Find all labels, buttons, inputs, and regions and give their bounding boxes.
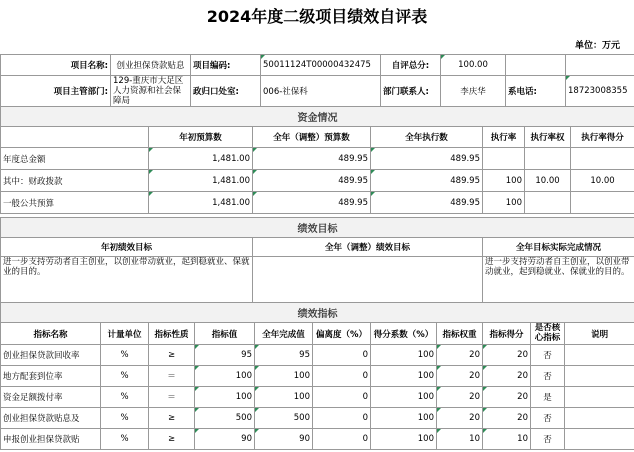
indicator-cell: 否 xyxy=(531,429,565,450)
indicator-cell: 0 xyxy=(313,408,371,429)
indicator-header-cell: 得分系数（%） xyxy=(371,323,437,345)
indicator-cell: 20 xyxy=(483,366,531,387)
indicator-cell: 100 xyxy=(371,366,437,387)
indicator-cell: ≥ xyxy=(149,345,195,366)
funds-cell: 489.95 xyxy=(253,148,371,170)
indicator-cell: 100 xyxy=(195,387,255,408)
indicator-header-cell: 指标性质 xyxy=(149,323,195,345)
project-code-value: 50011124T00000432475 xyxy=(261,55,381,76)
funds-table xyxy=(0,106,634,214)
empty-cell xyxy=(506,55,566,76)
funds-cell: 1,481.00 xyxy=(149,192,253,214)
indicator-header-cell: 指标值 xyxy=(195,323,255,345)
indicator-cell: 否 xyxy=(531,408,565,429)
indicator-cell: 0 xyxy=(313,387,371,408)
office-label: 政归口处室: xyxy=(191,76,261,107)
indicator-cell: 20 xyxy=(483,387,531,408)
indicator-cell: ≥ xyxy=(149,408,195,429)
indicator-cell: ＝ xyxy=(149,387,195,408)
funds-cell: 489.95 xyxy=(253,170,371,192)
indicator-header-cell: 指标得分 xyxy=(483,323,531,345)
funds-header-cell: 全年（调整）预算数 xyxy=(253,127,371,148)
indicator-row xyxy=(1,387,634,408)
funds-cell: 489.95 xyxy=(371,170,483,192)
funds-header-cell: 年初预算数 xyxy=(149,127,253,148)
funds-header-cell: 执行率得分 xyxy=(571,127,634,148)
self-score-value: 100.00 xyxy=(441,55,506,76)
indicator-cell: 90 xyxy=(255,429,313,450)
funds-cell: 489.95 xyxy=(253,192,371,214)
indicator-cell: 是 xyxy=(531,387,565,408)
funds-cell: 10.00 xyxy=(525,170,571,192)
funds-cell: 一般公共预算 xyxy=(1,192,149,214)
indicator-cell: 90 xyxy=(195,429,255,450)
project-name-value: 创业担保贷款贴息 xyxy=(111,55,191,76)
funds-cell: 1,481.00 xyxy=(149,148,253,170)
goal-actual-text: 进一步支持劳动者自主创业，以创业带动就业，起到稳就业、保就业的目的。 xyxy=(483,257,634,303)
funds-cell: 489.95 xyxy=(371,192,483,214)
goal-header-initial: 年初绩效目标 xyxy=(1,238,253,257)
phone-label: 系电话: xyxy=(506,76,566,107)
self-score-label: 自评总分: xyxy=(381,55,441,76)
indicator-cell: 10 xyxy=(437,429,483,450)
page-title: 2024年度二级项目绩效自评表 xyxy=(206,7,428,26)
funds-header-cell: 执行率权 xyxy=(525,127,571,148)
indicator-cell: 20 xyxy=(437,345,483,366)
goal-adjusted-text xyxy=(253,257,483,303)
indicator-cell: 地方配套到位率 xyxy=(1,366,101,387)
indicator-header-cell: 全年完成值 xyxy=(255,323,313,345)
project-name-label: 项目名称: xyxy=(1,55,111,76)
indicator-header-cell: 是否核心指标 xyxy=(531,323,565,345)
funds-cell: 其中：财政拨款 xyxy=(1,170,149,192)
funds-cell: 100 xyxy=(483,170,525,192)
indicator-cell: 否 xyxy=(531,345,565,366)
funds-row xyxy=(1,170,634,192)
indicator-cell: % xyxy=(101,387,149,408)
goals-table xyxy=(0,217,634,303)
indicator-cell: % xyxy=(101,429,149,450)
indicator-cell: 100 xyxy=(371,429,437,450)
indicator-row xyxy=(1,366,634,387)
indicator-cell: 100 xyxy=(371,345,437,366)
indicator-cell: 0 xyxy=(313,429,371,450)
project-info-table xyxy=(0,54,634,107)
indicator-cell: 95 xyxy=(255,345,313,366)
indicator-cell xyxy=(565,387,634,408)
office-value: 006-社保科 xyxy=(261,76,381,107)
goal-initial-text: 进一步支持劳动者自主创业，以创业带动就业，起到稳就业、保就业的目的。 xyxy=(1,257,253,303)
indicator-cell: 20 xyxy=(437,387,483,408)
indicator-cell: 创业担保贷款贴息及 xyxy=(1,408,101,429)
indicator-cell: 100 xyxy=(371,387,437,408)
indicator-cell: 100 xyxy=(255,366,313,387)
funds-cell xyxy=(571,148,634,170)
indicator-cell: 20 xyxy=(437,408,483,429)
dept-label: 项目主管部门: xyxy=(1,76,111,107)
goal-header-actual: 全年目标实际完成情况 xyxy=(483,238,634,257)
indicator-cell: 创业担保贷款回收率 xyxy=(1,345,101,366)
dept-value: 129-重庆市大足区人力资源和社会保障局 xyxy=(111,76,191,107)
indicator-cell xyxy=(565,408,634,429)
funds-header-cell: 全年执行数 xyxy=(371,127,483,148)
indicator-cell: 0 xyxy=(313,345,371,366)
funds-row xyxy=(1,148,634,170)
indicator-cell: 500 xyxy=(255,408,313,429)
indicator-cell: 申报创业担保贷款贴 xyxy=(1,429,101,450)
funds-cell xyxy=(483,148,525,170)
indicator-header-cell: 计量单位 xyxy=(101,323,149,345)
funds-cell: 100 xyxy=(483,192,525,214)
goals-section-title: 绩效目标 xyxy=(1,218,634,238)
indicator-cell: % xyxy=(101,408,149,429)
indicator-cell: 20 xyxy=(437,366,483,387)
indicator-cell xyxy=(565,345,634,366)
indicator-header-cell: 偏离度（%） xyxy=(313,323,371,345)
indicator-row xyxy=(1,408,634,429)
indicator-cell: % xyxy=(101,345,149,366)
indicator-cell: 20 xyxy=(483,345,531,366)
unit-label: 单位：万元 xyxy=(574,41,620,51)
funds-cell: 10.00 xyxy=(571,170,634,192)
indicator-cell: ≥ xyxy=(149,429,195,450)
indicator-cell: 100 xyxy=(371,408,437,429)
indicator-cell xyxy=(565,429,634,450)
indicator-cell: 10 xyxy=(483,429,531,450)
indicator-cell: 100 xyxy=(195,366,255,387)
funds-cell: 年度总金额 xyxy=(1,148,149,170)
funds-cell xyxy=(525,192,571,214)
indicator-header-cell: 指标权重 xyxy=(437,323,483,345)
funds-section-title: 资金情况 xyxy=(1,107,634,127)
funds-header-cell: 执行率 xyxy=(483,127,525,148)
indicator-row xyxy=(1,345,634,366)
indicator-cell xyxy=(565,366,634,387)
contact-value: 李庆华 xyxy=(441,76,506,107)
indicators-table xyxy=(0,302,634,450)
indicator-header-cell: 指标名称 xyxy=(1,323,101,345)
indicator-cell: 资金足额拨付率 xyxy=(1,387,101,408)
funds-cell xyxy=(571,192,634,214)
contact-label: 部门联系人: xyxy=(381,76,441,107)
indicator-cell: % xyxy=(101,366,149,387)
indicator-cell: 否 xyxy=(531,366,565,387)
funds-cell xyxy=(525,148,571,170)
funds-cell: 1,481.00 xyxy=(149,170,253,192)
indicator-cell: 100 xyxy=(255,387,313,408)
indicator-header-cell: 说明 xyxy=(565,323,634,345)
empty-cell xyxy=(566,55,634,76)
indicator-cell: 95 xyxy=(195,345,255,366)
funds-cell: 489.95 xyxy=(371,148,483,170)
indicator-cell: 0 xyxy=(313,366,371,387)
indicator-cell: ＝ xyxy=(149,366,195,387)
project-code-label: 项目编码: xyxy=(191,55,261,76)
indicators-section-title: 绩效指标 xyxy=(1,303,634,323)
phone-value: 18723008355 xyxy=(566,76,634,107)
funds-row xyxy=(1,192,634,214)
indicator-cell: 20 xyxy=(483,408,531,429)
indicator-cell: 500 xyxy=(195,408,255,429)
goal-header-adjusted: 全年（调整）绩效目标 xyxy=(253,238,483,257)
indicator-row xyxy=(1,429,634,450)
funds-header-cell xyxy=(1,127,149,148)
